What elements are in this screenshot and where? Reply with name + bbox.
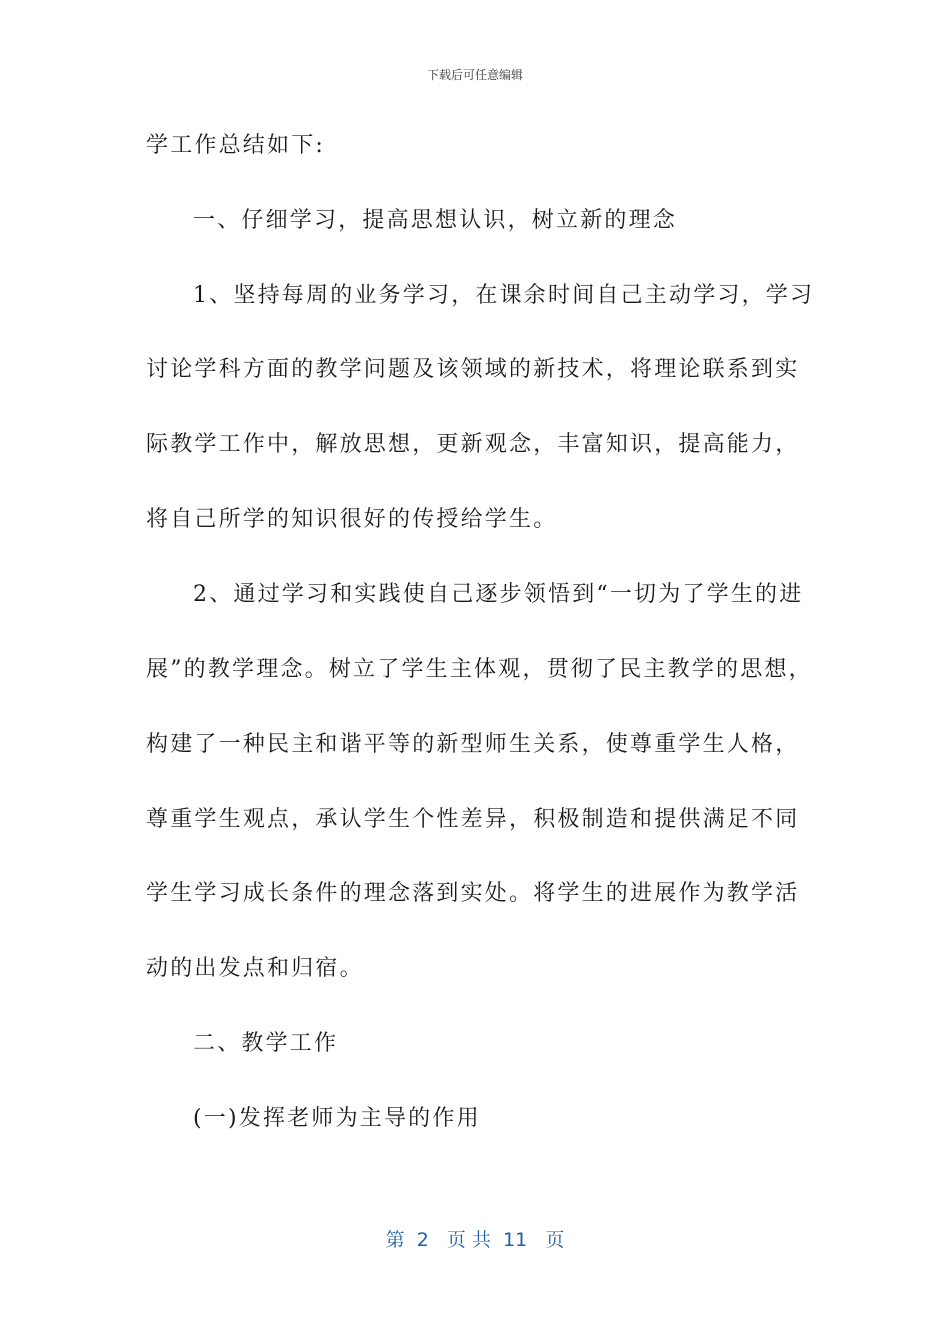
paragraph-line: 展”的教学理念。树立了学生主体观，贯彻了民主教学的思想，	[146, 657, 813, 682]
subsection-heading: (一)发挥老师为主导的作用	[193, 1106, 481, 1131]
paragraph-line: 讨论学科方面的教学问题及该领域的新技术，将理论联系到实	[146, 357, 800, 382]
paragraph-line: 际教学工作中，解放思想，更新观念，丰富知识，提高能力，	[146, 432, 800, 457]
paragraph-line: 动的出发点和归宿。	[146, 956, 364, 981]
paragraph-line: 1、坚持每周的业务学习，在课余时间自己主动学习，学习	[193, 283, 815, 308]
header-note: 下载后可任意编辑	[426, 68, 523, 82]
paragraph-line: 尊重学生观点，承认学生个性差异，积极制造和提供满足不同	[146, 807, 800, 832]
page-number-footer: 第 2 页 共 11 页	[385, 1229, 565, 1251]
paragraph-line: 2、通过学习和实践使自己逐步领悟到“一切为了学生的进	[193, 582, 804, 607]
paragraph-line: 学工作总结如下:	[146, 133, 326, 158]
section-heading-1: 一、仔细学习，提高思想认识，树立新的理念	[193, 208, 678, 233]
section-heading-2: 二、教学工作	[193, 1031, 339, 1056]
paragraph-line: 构建了一种民主和谐平等的新型师生关系，使尊重学生人格，	[146, 732, 800, 757]
paragraph-line: 学生学习成长条件的理念落到实处。将学生的进展作为教学活	[146, 881, 800, 906]
paragraph-line: 将自己所学的知识很好的传授给学生。	[146, 507, 558, 532]
